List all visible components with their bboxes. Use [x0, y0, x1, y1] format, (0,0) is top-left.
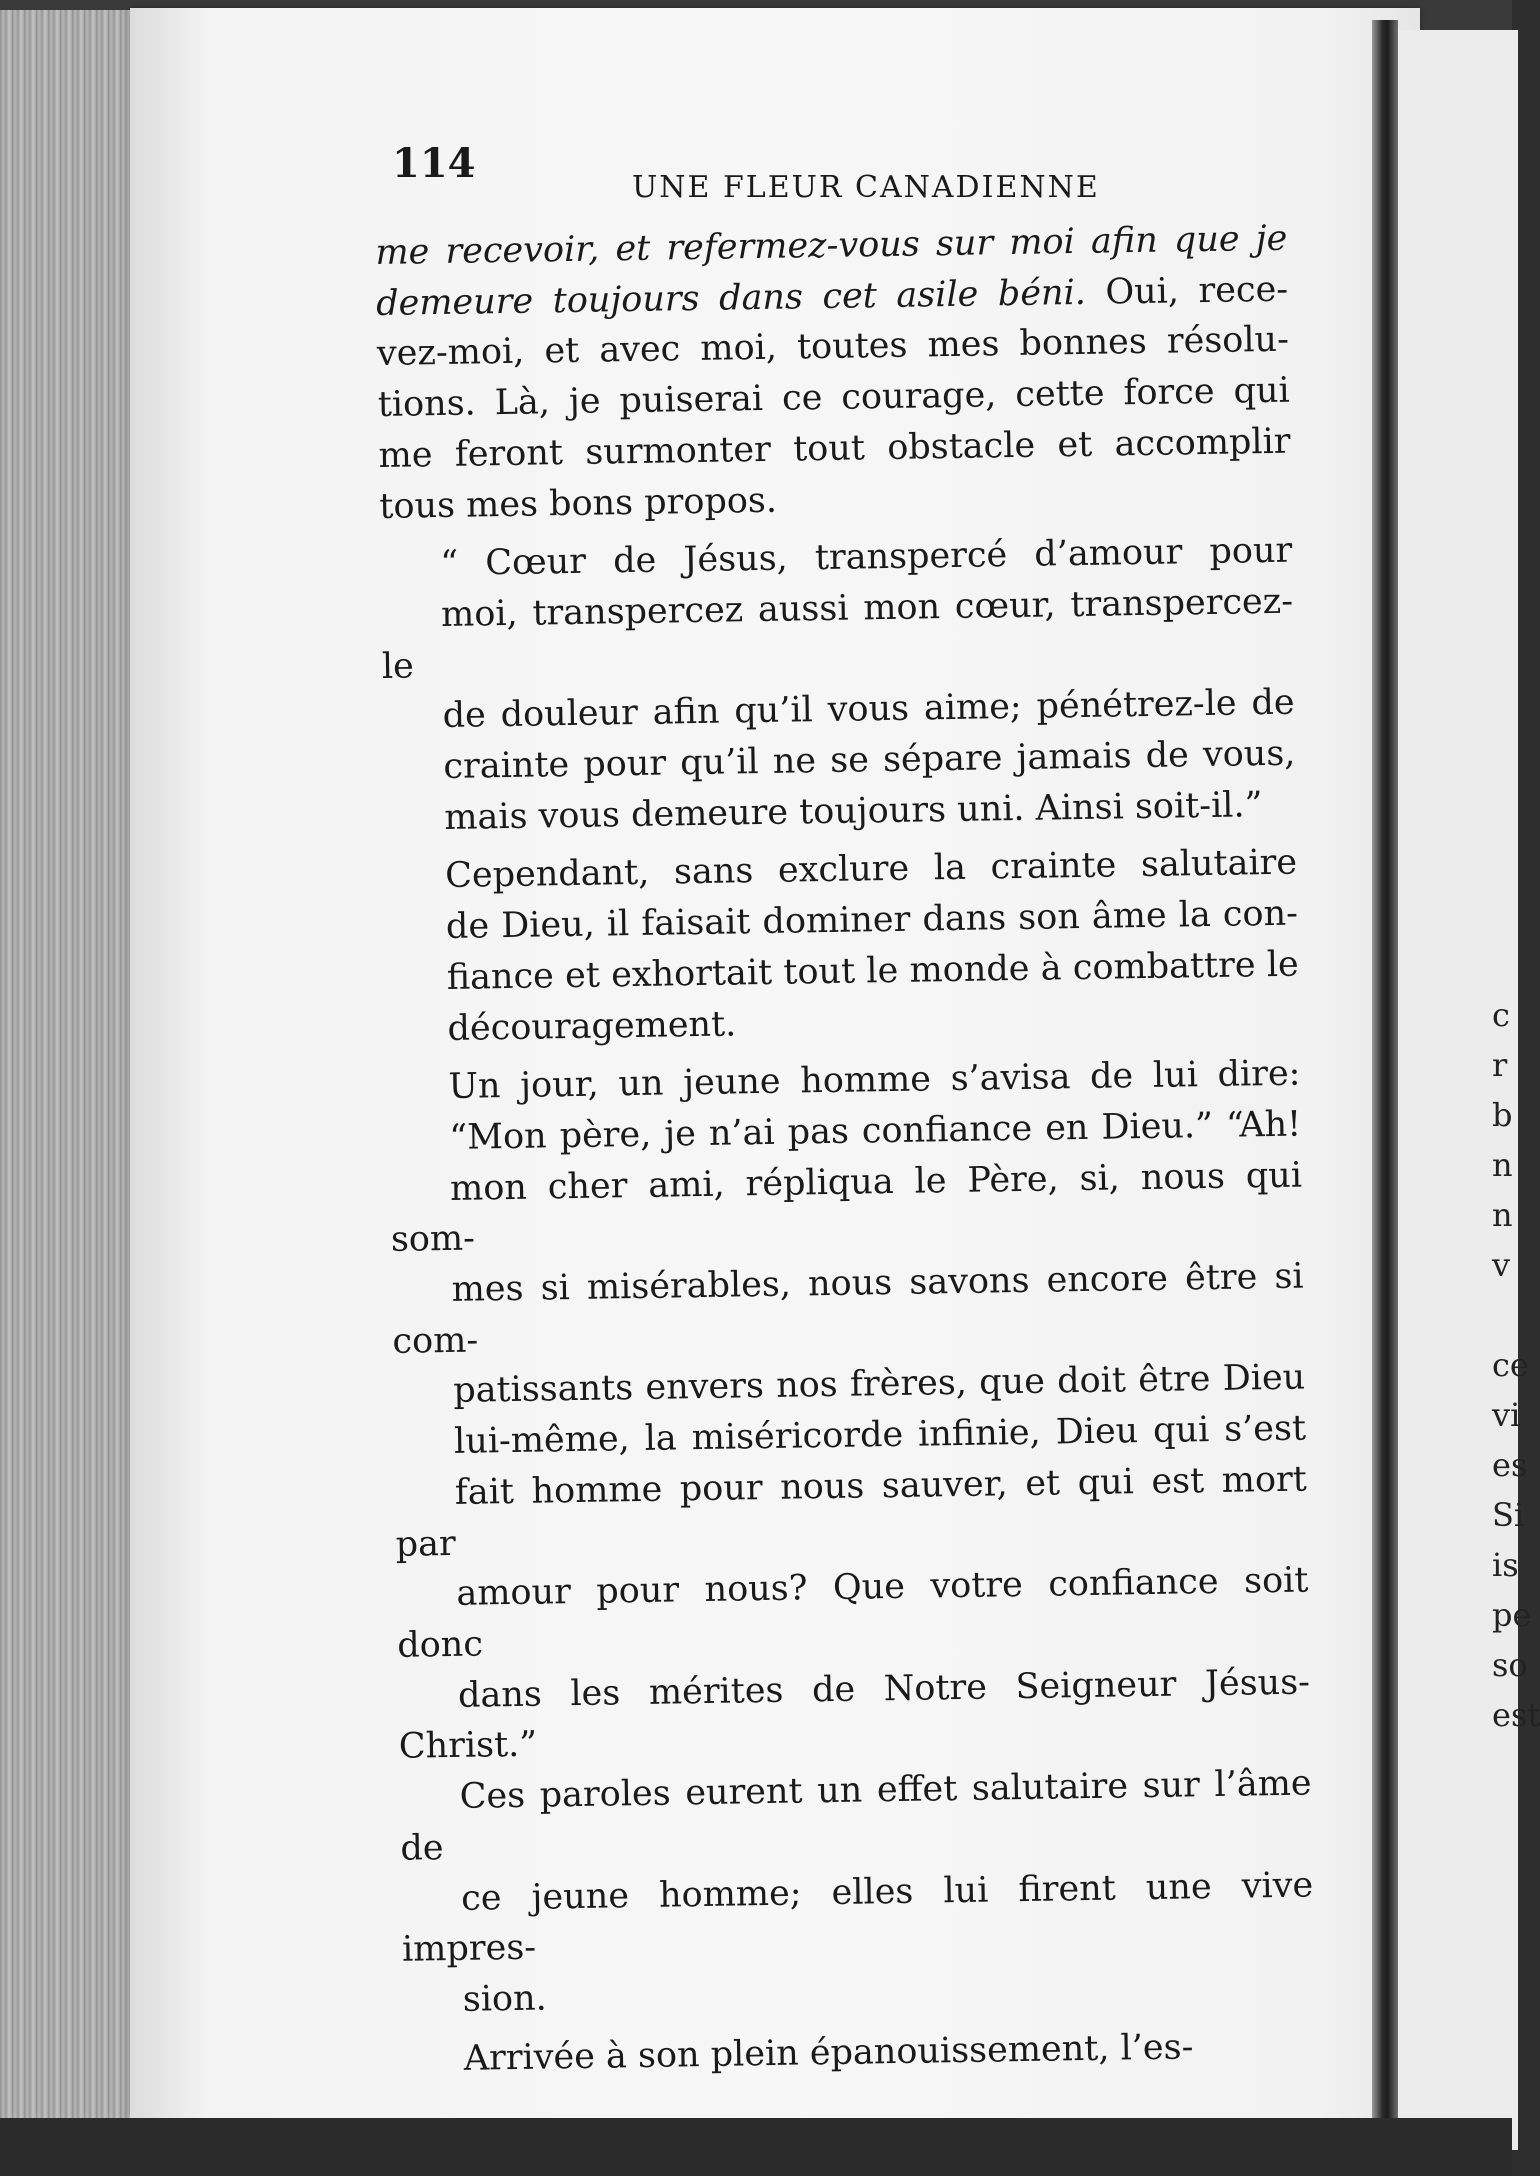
facing-page-fragment: is — [1492, 1546, 1519, 1584]
text-line — [394, 1454, 1307, 1570]
facing-page-fragment: so — [1492, 1646, 1528, 1684]
roman-text: crainte pour qu’il ne se sépare jamais de vous, — [443, 733, 1296, 788]
roman-text: patissants envers nos frères, que doit être Dieu — [452, 1358, 1306, 1412]
roman-text: de Dieu, il faisait dominer dans son âme la con- — [445, 893, 1299, 948]
roman-text: mon cher ami, répliqua le Père, si, nous qui som- — [390, 1155, 1303, 1261]
roman-text: “Mon père, je n’ai pas confiance en Dieu.” “Ah! — [448, 1104, 1302, 1158]
roman-text: fiance et exhortait tout le monde à combattre le — [446, 944, 1299, 998]
facing-page-text — [1492, 990, 1540, 1740]
text-line — [396, 1556, 1309, 1672]
italic-text: demeure toujours dans cet asile béni. — [375, 272, 1087, 324]
text-line — [401, 1860, 1314, 1976]
facing-page-fragment: est — [1492, 1696, 1540, 1734]
page-header — [392, 140, 1292, 205]
text-line — [399, 1759, 1312, 1875]
roman-text: mes si misérables, nous savons encore être si com- — [392, 1256, 1304, 1362]
roman-text: “ Cœur de Jésus, transpercé d’amour pour — [439, 530, 1293, 585]
facing-page-fragment: ce — [1492, 1346, 1529, 1384]
roman-text: vez-moi, et avec moi, toutes mes bonnes résolu- — [376, 320, 1290, 375]
facing-page-fragment: b — [1492, 1096, 1513, 1134]
running-title: UNE FLEUR CANADIENNE — [632, 170, 1100, 205]
facing-page-fragment — [1492, 1290, 1540, 1340]
text-line — [391, 1252, 1304, 1368]
roman-text: tous mes bons propos. — [379, 480, 778, 527]
roman-text: découragement. — [447, 1003, 737, 1049]
paragraph — [385, 838, 1300, 1055]
facing-page-fragment: n — [1492, 1146, 1513, 1184]
book-gutter — [1372, 20, 1398, 2140]
facing-page-fragment: vi — [1492, 1396, 1521, 1434]
paragraph — [375, 214, 1292, 533]
roman-text: lui-même, la miséricorde infinie, Dieu qui s’est — [453, 1408, 1307, 1463]
facing-page-fragment: Si — [1492, 1496, 1525, 1534]
facing-page-fragment: pe — [1492, 1596, 1532, 1634]
roman-text: me feront surmonter tout obstacle et accomplir — [378, 421, 1291, 476]
roman-text: Arrivée à son plein épanouissement, l’es- — [463, 2026, 1194, 2079]
text-line — [398, 1657, 1311, 1773]
page-number: 114 — [392, 140, 476, 187]
facing-page-fragment: v — [1492, 1246, 1511, 1284]
roman-text: mais vous demeure toujours uni. Ainsi soit-il.” — [443, 784, 1263, 838]
facing-page-fragment: r — [1492, 1046, 1508, 1084]
roman-text: ce jeune homme; elles lui firent une vive impres- — [401, 1864, 1314, 1970]
roman-text: Un jour, un jeune homme s’avisa de lui dire: — [448, 1053, 1301, 1108]
facing-page-fragment: n — [1492, 1196, 1513, 1234]
roman-text: moi, transpercez aussi mon cœur, transpercez-le — [381, 581, 1294, 687]
roman-text: fait homme pour nous sauver, et qui est mort par — [395, 1459, 1308, 1565]
roman-text: de douleur afin qu’il vous aime; pénétrez-le de — [442, 682, 1295, 737]
italic-text: me recevoir, et refermez-vous sur moi afin que je — [375, 218, 1288, 273]
facing-page-fragment: c — [1492, 996, 1510, 1034]
roman-text: sion. — [462, 1978, 548, 2020]
roman-text: dans les mérites de Notre Seigneur Jésus-Christ.” — [398, 1662, 1311, 1768]
body-text — [375, 214, 1316, 2085]
bottom-shadow — [0, 2118, 1512, 2176]
facing-page-fragment: es — [1492, 1446, 1528, 1484]
roman-text: Oui, rece- — [1085, 269, 1289, 313]
text-line — [390, 1150, 1303, 1266]
text-line — [381, 577, 1294, 693]
roman-text: Cependant, sans exclure la crainte salutaire — [444, 843, 1298, 897]
paragraph — [380, 526, 1297, 845]
roman-text: amour pour nous? Que votre confiance soit donc — [396, 1560, 1309, 1666]
roman-text: tions. Là, je puiserai ce courage, cette force qui — [377, 370, 1290, 426]
paragraph — [388, 1049, 1315, 2027]
roman-text: Ces paroles eurent un effet salutaire sur l’âme de — [400, 1763, 1312, 1869]
